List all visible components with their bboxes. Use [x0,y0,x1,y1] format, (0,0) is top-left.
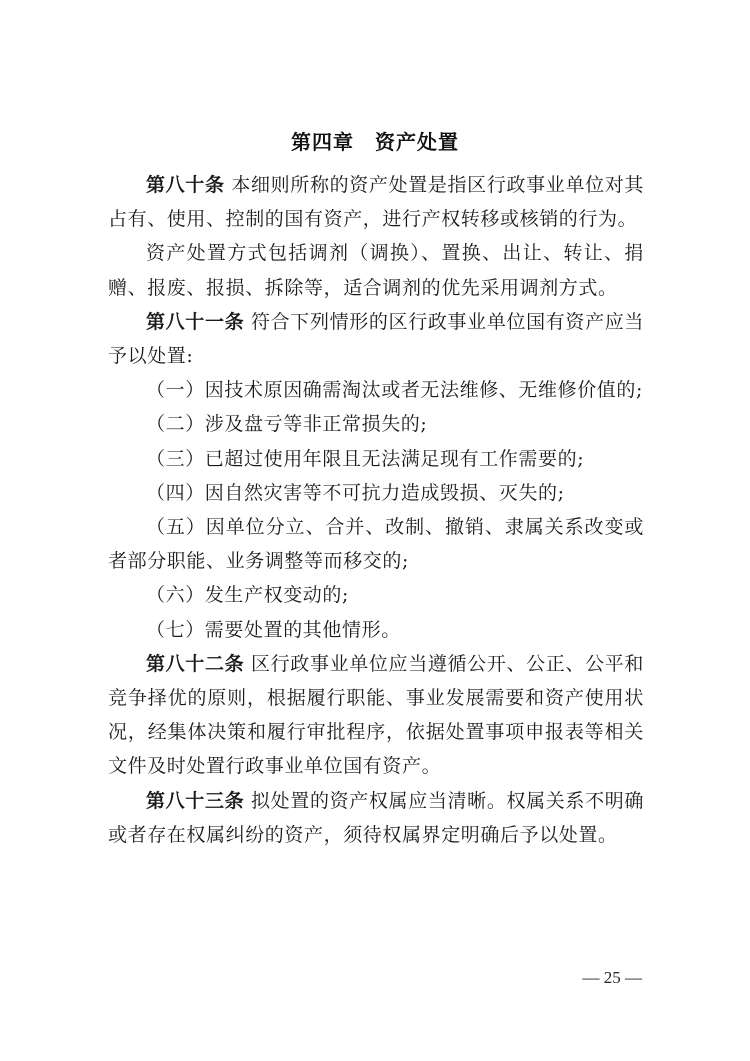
paragraph [108,647,644,784]
body-text [108,168,644,852]
list-item-text: （六）发生产权变动的; [146,584,350,607]
article-number: 第八十三条 [146,789,245,812]
paragraph [108,236,644,304]
list-item [108,373,644,407]
paragraph [108,784,644,852]
list-item-text: （二）涉及盘亏等非正常损失的; [146,413,428,436]
article-number: 第八十条 [146,174,225,196]
list-item [108,510,644,578]
article-number: 第八十二条 [146,652,245,675]
list-item-text: （五）因单位分立、合并、改制、撤销、隶属关系改变或者部分职能、业务调整等而移交的; [108,516,644,573]
paragraph [108,305,644,373]
list-item-text: （三）已超过使用年限且无法满足现有工作需要的; [146,447,585,470]
list-item [108,442,644,476]
list-item-text: （四）因自然灾害等不可抗力造成毁损、灭失的; [146,481,565,504]
list-item [108,578,644,612]
list-item [108,407,644,441]
list-item [108,613,644,647]
article-number: 第八十一条 [146,310,245,333]
page-number: — 25 — [582,968,642,987]
list-item-text: （七）需要处置的其他情形。 [146,618,401,641]
paragraph-text: 符合下列情形的区行政事业单位国有资产应当予以处置: [108,310,644,368]
paragraph-text: 区行政事业单位应当遵循公开、公正、公平和竞争择优的原则，根据履行职能、事业发展需要和资产使用状况，经集体决策和履行审批程序，依据处置事项申报表等相关文件及时处置行政事业单位国有资产。 [108,652,644,778]
paragraph-text: 本细则所称的资产处置是指区行政事业单位对其占有、使用、控制的国有资产，进行产权转移或核销的行为。 [108,174,645,231]
paragraph [108,168,644,236]
list-item [108,476,644,510]
paragraph-text: 拟处置的资产权属应当清晰。权属关系不明确或者存在权属纠纷的资产，须待权属界定明确后予以处置。 [108,789,644,846]
paragraph-text: 资产处置方式包括调剂（调换）、置换、出让、转让、捐赠、报废、报损、拆除等，适合调剂的优先采用调剂方式。 [108,242,644,299]
list-item-text: （一）因技术原因确需淘汰或者无法维修、无维修价值的; [146,379,644,402]
chapter-title: 第四章 资产处置 [291,130,459,154]
